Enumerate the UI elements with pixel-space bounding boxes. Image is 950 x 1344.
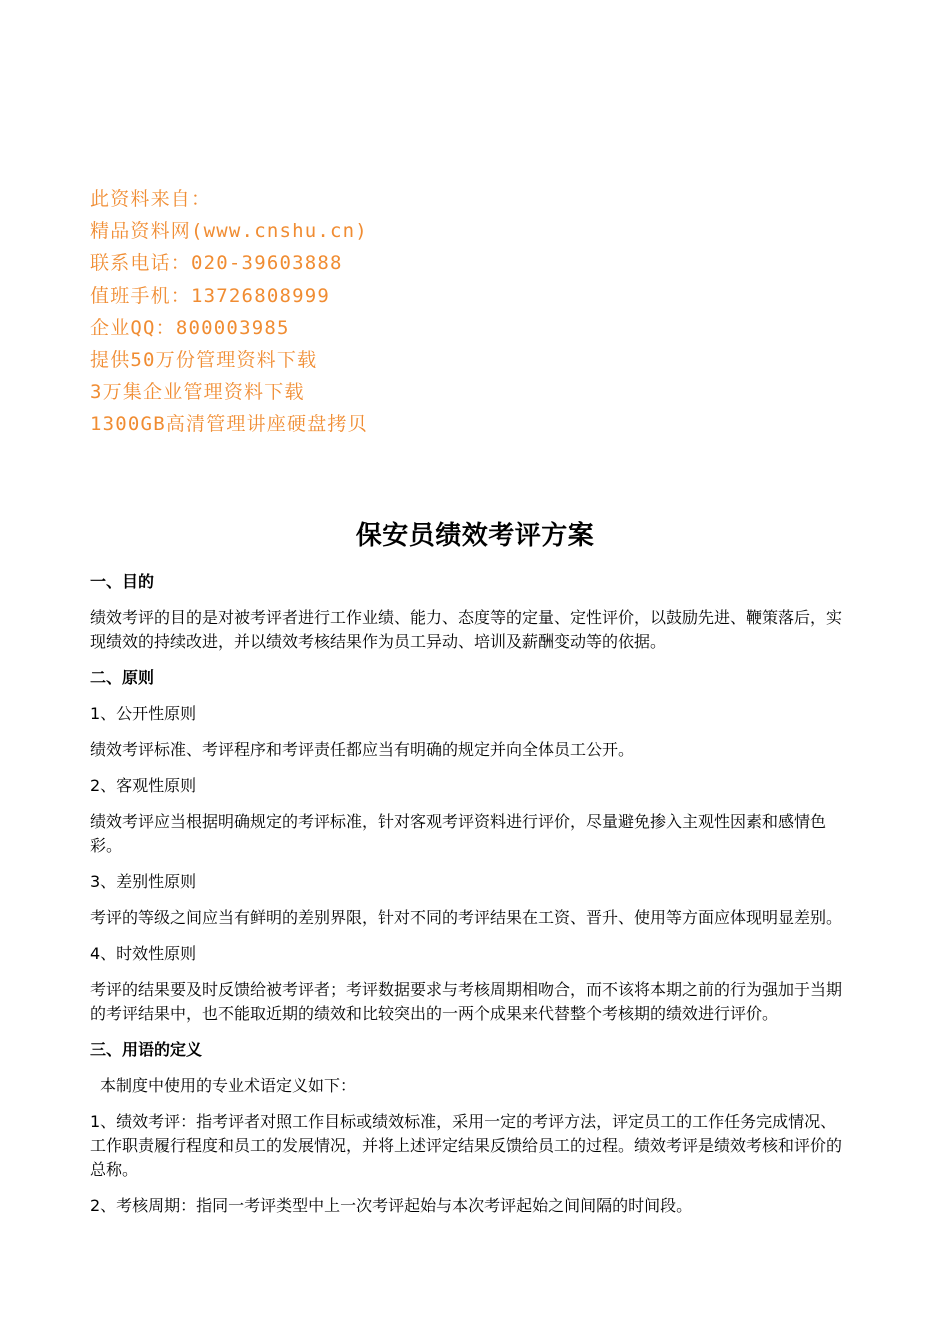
principle-4-text: 考评的结果要及时反馈给被考评者；考评数据要求与考核周期相吻合，而不该将本期之前的行为强加于当期的考评结果中，也不能取近期的绩效和比较突出的一两个成果来代替整个考核期的绩效进行评价。 <box>90 980 843 1023</box>
principle-1-title: 1、公开性原则 <box>90 704 197 723</box>
promo-line-offer-3: 1300GB高清管理讲座硬盘拷贝 <box>90 413 368 436</box>
definition-evaluation-cycle: 2、考核周期：指同一考评类型中上一次考评起始与本次考评起始之间间隔的时间段。 <box>90 1196 693 1215</box>
promo-line-website: 精品资料网(www.cnshu.cn) <box>90 220 368 243</box>
promo-line-offer-1: 提供50万份管理资料下载 <box>90 349 318 372</box>
principle-3-title: 3、差别性原则 <box>90 872 197 891</box>
document-body <box>90 570 852 1230</box>
promo-line-source: 此资料来自： <box>90 188 212 210</box>
section-heading-purpose: 一、目的 <box>90 572 155 591</box>
principle-2-title: 2、客观性原则 <box>90 776 197 795</box>
document-title: 保安员绩效考评方案 <box>355 521 595 551</box>
principle-3-text: 考评的等级之间应当有鲜明的差别界限，针对不同的考评结果在工资、晋升、使用等方面应体现明显差别。 <box>90 908 843 927</box>
promo-line-phone: 联系电话：020-39603888 <box>90 252 343 275</box>
promo-line-offer-2: 3万集企业管理资料下载 <box>90 381 305 404</box>
principle-4-title: 4、时效性原则 <box>90 944 197 963</box>
source-info-block <box>90 183 368 441</box>
principle-2-text: 绩效考评应当根据明确规定的考评标准，针对客观考评资料进行评价，尽量避免掺入主观性因素和感情色彩。 <box>90 812 827 855</box>
section-heading-definitions: 三、用语的定义 <box>90 1040 203 1059</box>
definition-performance-evaluation: 1、绩效考评：指考评者对照工作目标或绩效标准，采用一定的考评方法，评定员工的工作任务完成情况、工作职责履行程度和员工的发展情况，并将上述评定结果反馈给员工的过程。绩效考评是绩效考核和评价的总称。 <box>90 1112 843 1179</box>
promo-line-mobile: 值班手机：13726808999 <box>90 284 331 307</box>
promo-line-qq: 企业QQ：800003985 <box>90 316 290 339</box>
definitions-intro: 本制度中使用的专业术语定义如下： <box>100 1076 357 1095</box>
purpose-paragraph: 绩效考评的目的是对被考评者进行工作业绩、能力、态度等的定量、定性评价，以鼓励先进、鞭策落后，实现绩效的持续改进，并以绩效考核结果作为员工异动、培训及薪酬变动等的依据。 <box>90 608 843 651</box>
principle-1-text: 绩效考评标准、考评程序和考评责任都应当有明确的规定并向全体员工公开。 <box>90 740 635 759</box>
section-heading-principles: 二、原则 <box>90 668 155 687</box>
